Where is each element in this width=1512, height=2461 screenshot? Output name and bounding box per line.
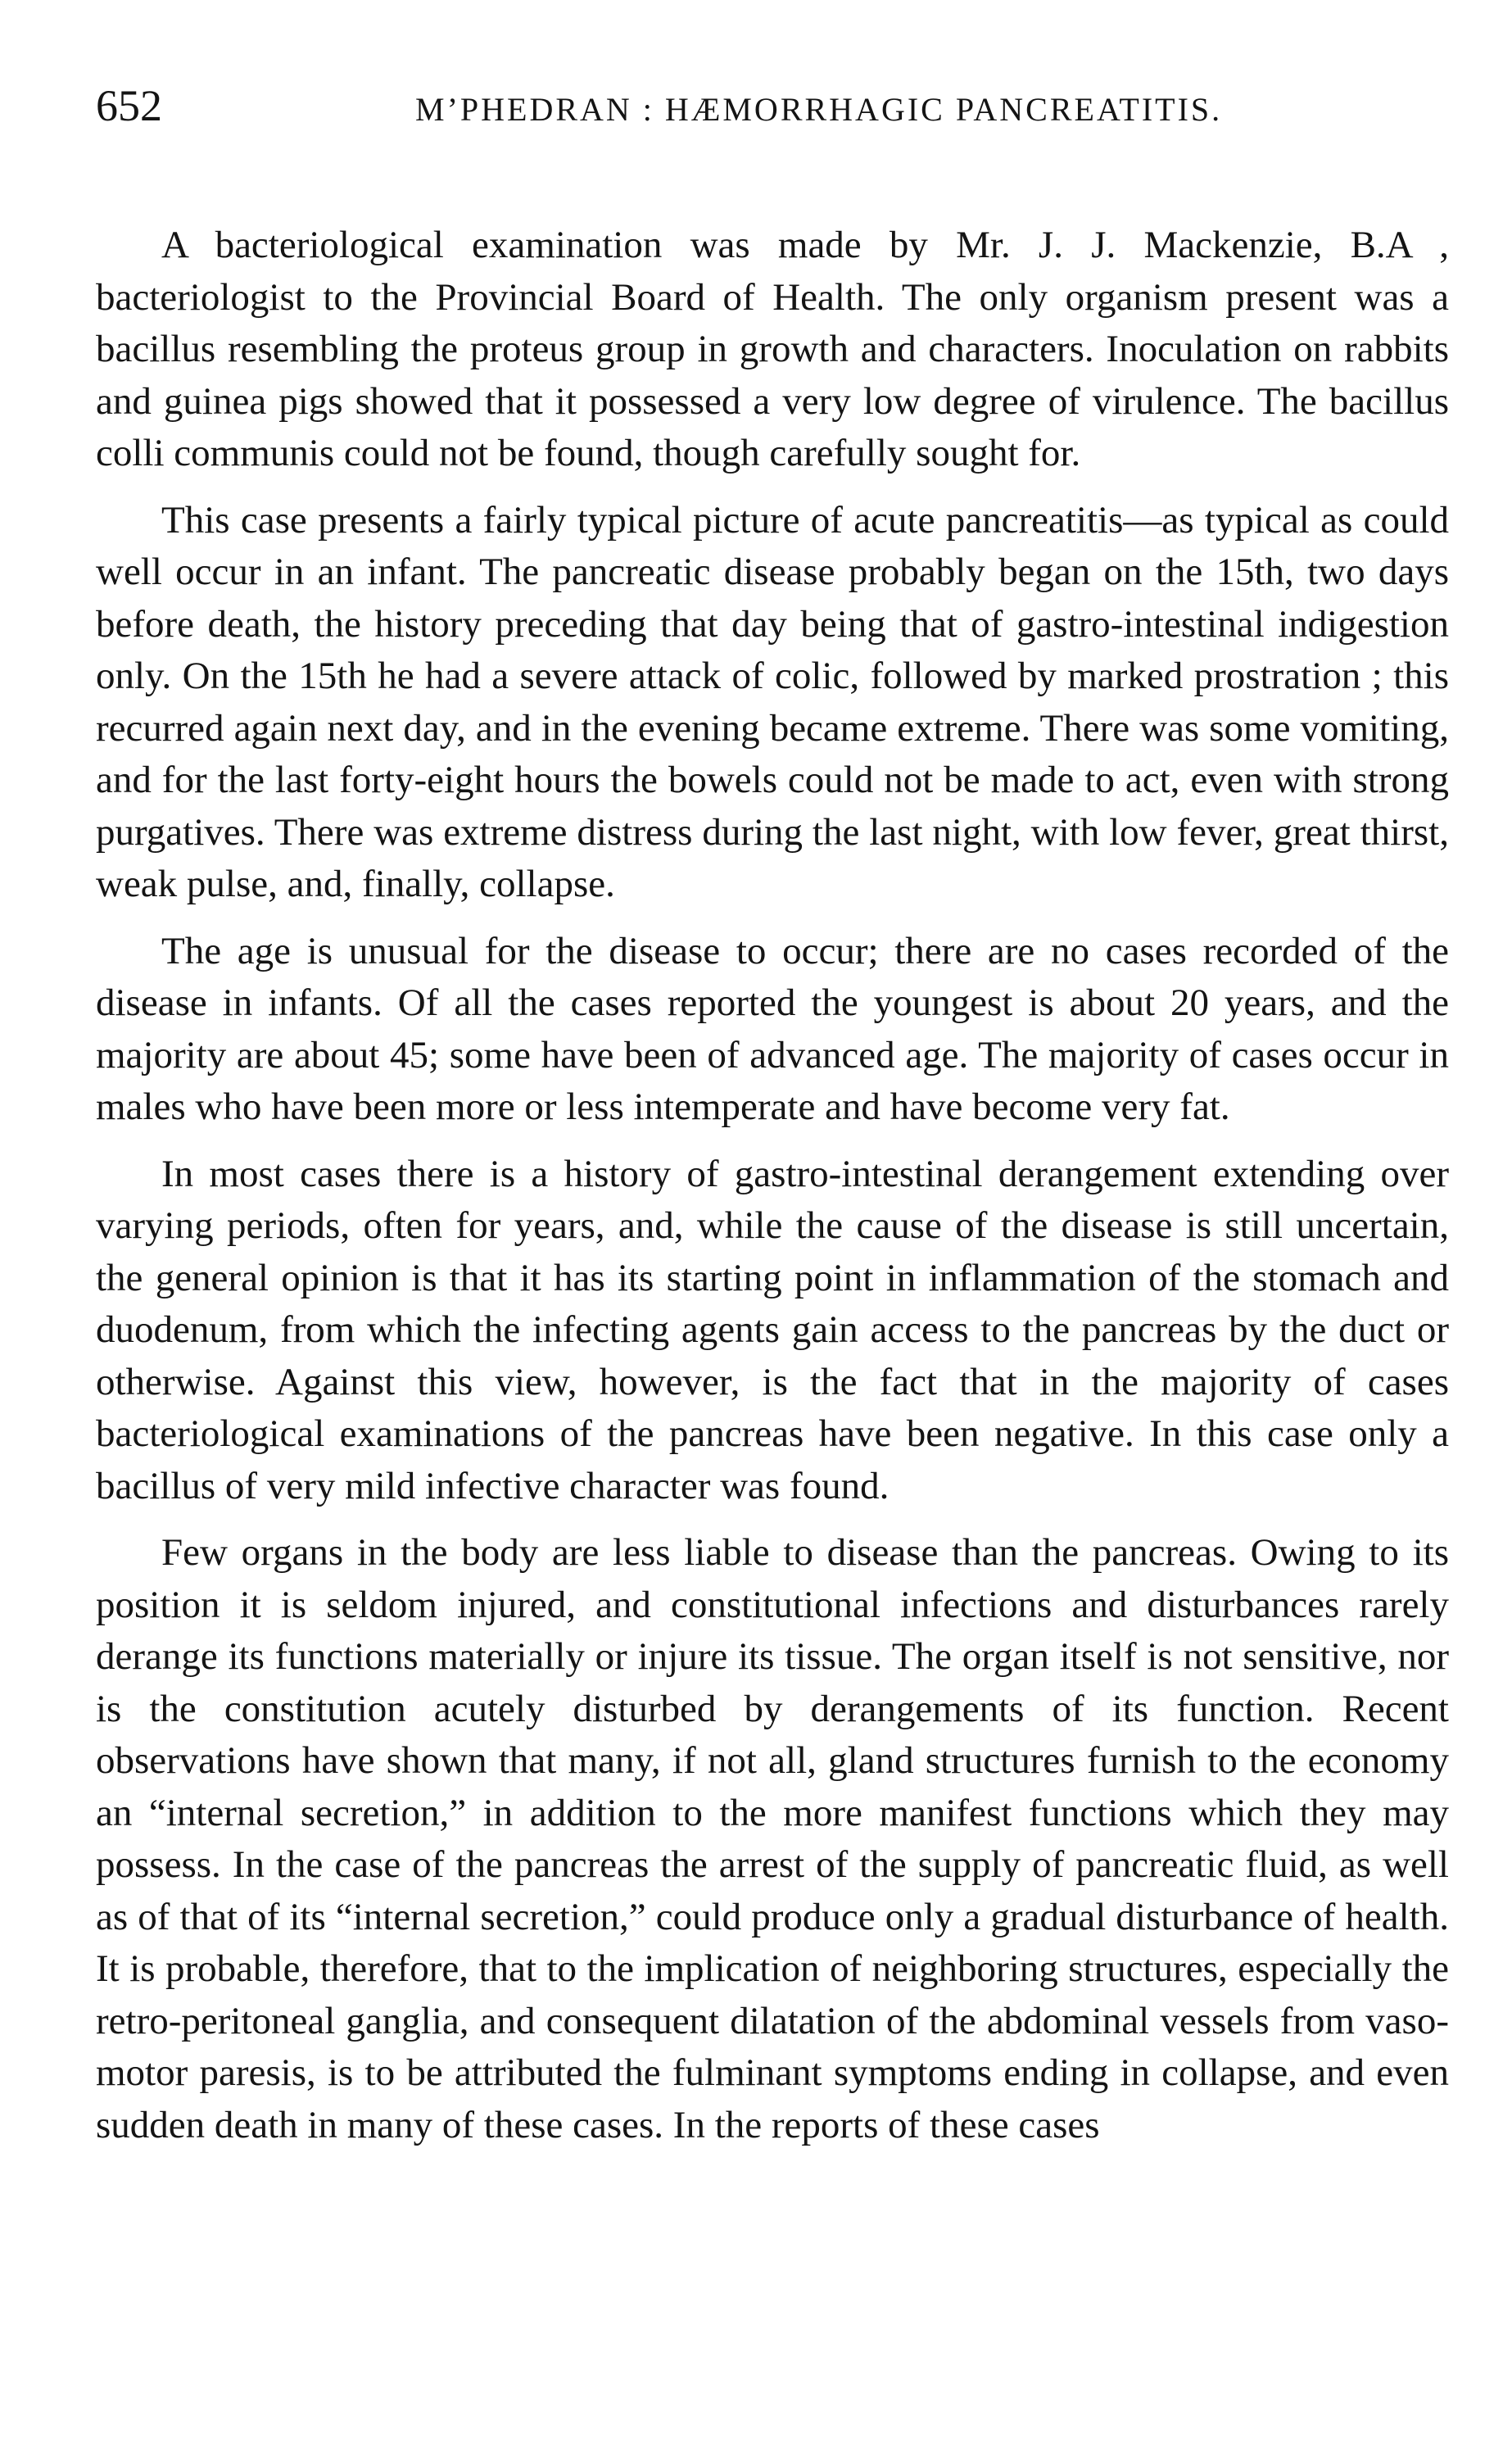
running-head xyxy=(96,80,1449,146)
paragraph-case-presentation: This case presents a fairly typical picture of acute pancreatitis—as typical as could well occur in an infant. The pancreatic disease probably began on the 15th, two days before death, the history preceding that day being that of gastro-intestinal indigestion only. On the 15th he had a severe attack of colic, followed by marked prostration ; this recurred again next day, and in the evening became extreme. There was some vomiting, and for the last forty-eight hours the bowels could not be made to act, even with strong purgatives. There was extreme distress during the last night, with low fever, great thirst, weak pulse, and, finally, collapse. xyxy=(96,498,1449,905)
paragraph-bacteriological-examination: A bacteriological examination was made by Mr. J. J. Mackenzie, B.A , bacteriologist to the Provincial Board of Health. The only organism present was a bacillus resembling the proteus group in growth and characters. Inoculation on rabbits and guinea pigs showed that it possessed a very low degree of virulence. The bacillus colli communis could not be found, though carefully sought for. xyxy=(96,224,1449,474)
paragraph-cause-of-disease: In most cases there is a history of gastro-intestinal derangement extending over varying periods, often for years, and, while the cause of the disease is still uncertain, the general opinion is that it has its starting point in inflammation of the stomach and duodenum, from which the infecting agents gain access to the pancreas by the duct or otherwise. Against this view, however, is the fact that in the majority of cases bacteriological examinations of the pancreas have been negative. In this case only a bacillus of very mild infective character was found. xyxy=(96,1152,1449,1507)
page-number: 652 xyxy=(96,81,162,130)
paragraph-pancreas-function: Few organs in the body are less liable to disease than the pancreas. Owing to its position it is seldom injured, and constitutional infections and disturbances rarely derange its functions materially or injure its tissue. The organ itself is not sensitive, nor is the constitution acutely disturbed by derangements of its function. Recent observations have shown that many, if not all, gland structures furnish to the economy an “internal secretion,” in addition to the more manifest functions which they may possess. In the case of the pancreas the arrest of the supply of pancreatic fluid, as well as of that of its “internal secretion,” could produce only a gradual disturbance of health. It is probable, therefore, that to the implication of neighboring structures, especially the retro-peritoneal ganglia, and consequent dilatation of the abdominal vessels from vaso-motor paresis, is to be attributed the fulminant symptoms ending in collapse, and even sudden death in many of these cases. In the reports of these cases xyxy=(96,1531,1449,2146)
article-body xyxy=(96,220,1449,2151)
journal-page xyxy=(96,80,1449,2166)
paragraph-age-incidence: The age is unusual for the disease to occur; there are no cases recorded of the disease in infants. Of all the cases reported the youngest is about 20 years, and the majority are about 45; some have been of advanced age. The majority of cases occur in males who have been more or less intemperate and have become very fat. xyxy=(96,929,1449,1128)
running-head-title: M’PHEDRAN : HÆMORRHAGIC PANCREATITIS. xyxy=(415,91,1223,128)
